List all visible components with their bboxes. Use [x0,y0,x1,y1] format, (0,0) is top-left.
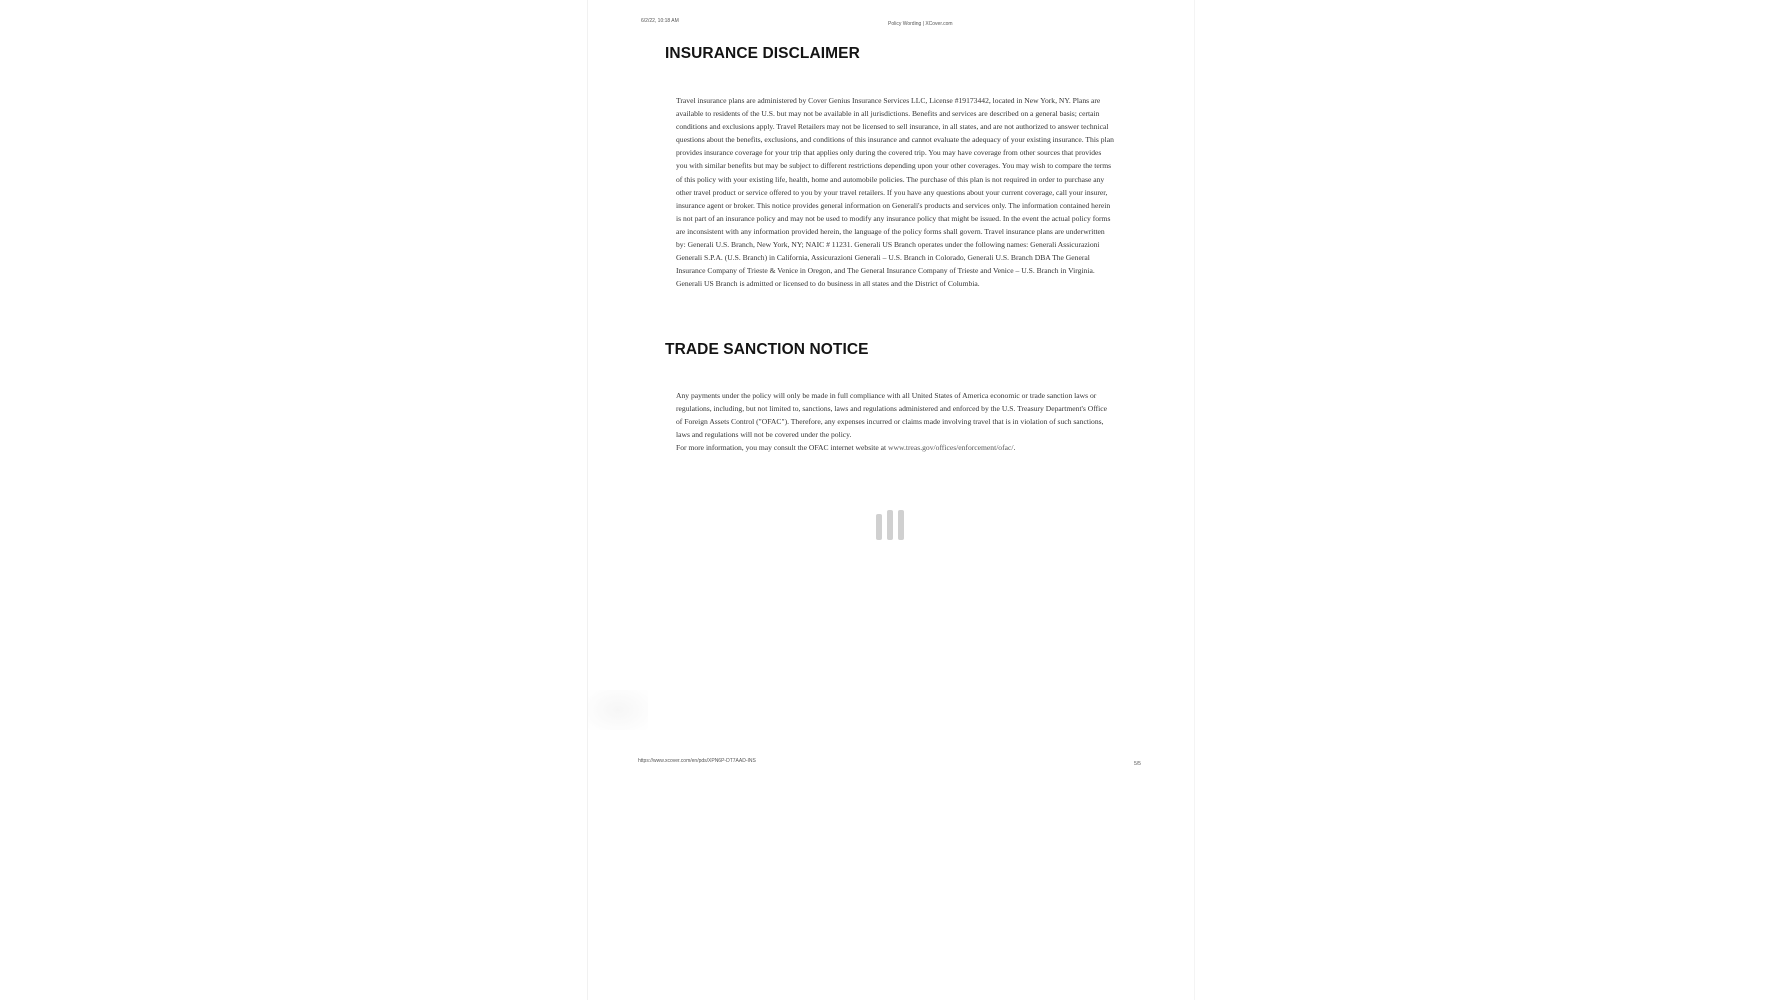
trade-sanction-heading: TRADE SANCTION NOTICE [665,341,869,358]
insurance-disclaimer-heading: INSURANCE DISCLAIMER [665,45,860,62]
print-footer-url: https://www.xcover.com/en/pds/XPN6P-DT7AAD-INS [638,758,756,764]
insurance-disclaimer-text: Travel insurance plans are administered by Cover Genius Insurance Services LLC, License #19173442, located in New York, NY. Plans are available to residents of the U.S. but may not be available in all jurisdictions. Benefits and services are described on a general basis; certain conditions and exclusions apply. Travel Retailers may not be licensed to sell insurance, in all states, and are not authorized to answer technical questions about the benefits, exclusions, and conditions of this insurance and cannot evaluate the adequacy of your existing insurance. This plan provides insurance coverage for your trip that applies only during the covered trip. You may have coverage from other sources that provides you with similar benefits but may be subject to different restrictions depending upon your other coverages. You may wish to compare the terms of this policy with your existing life, health, home and automobile policies. The purchase of this plan is not required in order to purchase any other travel product or service offered to you by your travel retailers. If you have any questions about your current coverage, call your insurer, insurance agent or broker. This notice provides general information on Generali's products and services only. The information contained herein is not part of an insurance policy and may not be used to modify any insurance policy that might be issued. In the event the actual policy forms are inconsistent with any information provided herein, the language of the policy forms shall govern. Travel insurance plans are underwritten by: Generali U.S. Branch, New York, NY; NAIC # 11231. Generali US Branch operates under the following names: Generali Assicurazioni Generali S.P.A. (U.S. Branch) in California, Assicurazioni Generali – U.S. Branch in Colorado, Generali U.S. Branch DBA The General Insurance Company of Trieste & Venice in Oregon, and The General Insurance Company of Trieste and Venice – U.S. Branch in Virginia. Generali US Branch is admitted or licensed to do business in all states and the District of Columbia. [676,96,1114,289]
print-page-title: Policy Wording | XCover.com [888,21,953,27]
print-date-time: 6/2/22, 10:18 AM [641,18,679,24]
loading-bar [898,510,904,540]
print-page-number: 5/5 [1134,761,1141,767]
loading-bar [876,514,882,540]
loading-bars-icon [876,510,906,540]
document-page [588,0,1194,1000]
trade-sanction-text: Any payments under the policy will only be made in full compliance with all United States of America economic or trade sanction laws or regulations, including, but not limited to, sanctions, laws and regulations administered and enforced by the U.S. Treasury Department's Office of Foreign Assets Control ("OFAC"). Therefore, any expenses incurred or claims made involving travel that is in violation of such sanctions, laws and regulations will not be covered under the policy. [676,391,1108,440]
loading-bar [887,510,893,540]
ofac-more-info-suffix: . [1013,443,1016,452]
scan-smudge [588,690,648,730]
ofac-website-link[interactable]: www.treas.gov/offices/enforcement/ofac/ [888,443,1014,452]
ofac-more-info [676,441,1114,454]
ofac-more-info-prefix: For more information, you may consult the OFAC internet website at [676,443,889,452]
